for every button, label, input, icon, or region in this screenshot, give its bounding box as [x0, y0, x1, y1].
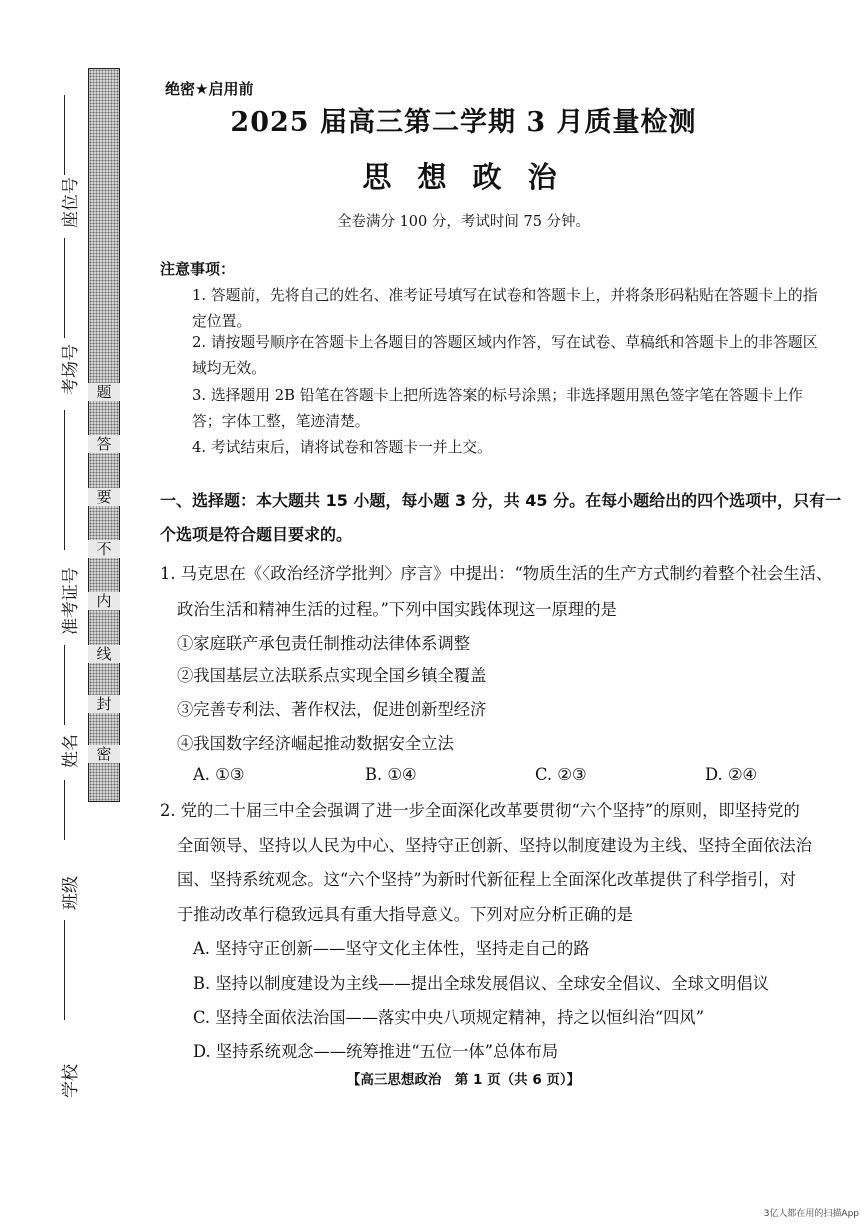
seal-char: 内 — [88, 592, 120, 610]
subject-title: 思 想 政 治 — [362, 160, 565, 194]
q1-stem: 1. 马克思在《〈政治经济学批判〉序言》中提出：“物质生活的生产方式制约着整个社会生活、 — [160, 564, 833, 583]
q2-stem-cont: 全面领导、坚持以人民为中心、坚持守正创新、坚持以制度建设为主线、坚持全面依法治 — [177, 836, 812, 855]
seat-number-label: 座位号 — [61, 177, 81, 228]
exam-room-label: 考场号 — [61, 344, 81, 395]
q1-option-b: B. ①④ — [365, 765, 417, 784]
seal-char: 线 — [88, 645, 120, 663]
q1-option-a: A. ①③ — [193, 765, 245, 784]
exam-title: 2025 届高三第二学期 3 月质量检测 — [230, 107, 697, 138]
note-item: 2. 请按题号顺序在答题卡上各题目的答题区域内作答，写在试卷、草稿纸和答题卡上的非答题区域均无效。 — [192, 334, 818, 377]
q1-item: ④我国数字经济崛起推动数据安全立法 — [177, 734, 454, 753]
q1-item: ②我国基层立法联系点实现全国乡镇全覆盖 — [177, 666, 487, 685]
seal-char: 要 — [88, 488, 120, 506]
q2-option-b: B. 坚持以制度建设为主线——提出全球发展倡议、全球安全倡议、全球文明倡议 — [193, 974, 769, 993]
q1-item: ③完善专利法、著作权法，促进创新型经济 — [177, 700, 487, 719]
class-label: 班级 — [61, 876, 81, 910]
section-heading: 一、选择题：本大题共 15 小题，每小题 3 分，共 45 分。在每小题给出的四个选项中，只有一 — [160, 491, 842, 510]
name-label: 姓名 — [61, 734, 81, 768]
seal-char: 答 — [88, 435, 120, 453]
scanner-watermark: 3亿人都在用的扫描App — [763, 1209, 859, 1219]
q2-stem-cont: 于推动改革行稳致远具有重大指导意义。下列对应分析正确的是 — [177, 905, 633, 924]
school-line — [64, 920, 65, 1020]
school-label: 学校 — [61, 1064, 81, 1098]
class-line — [64, 780, 65, 840]
note-item: 3. 选择题用 2B 铅笔在答题卡上把所选答案的标号涂黑；非选择题用黑色签字笔在答题卡上作答；字体工整，笔迹清楚。 — [192, 387, 803, 430]
name-line — [64, 645, 65, 725]
q2-stem-cont: 国、坚持系统观念。这“六个坚持”为新时代新征程上全面深化改革提供了科学指引，对 — [177, 870, 797, 889]
exam-room-line — [64, 238, 65, 338]
q1-item: ①家庭联产承包责任制推动法律体系调整 — [177, 634, 471, 653]
q2-option-d: D. 坚持系统观念——统筹推进“五位一体”总体布局 — [193, 1042, 559, 1061]
seal-char: 封 — [88, 695, 120, 713]
q2-option-c: C. 坚持全面依法治国——落实中央八项规定精神，持之以恒纠治“四风” — [193, 1008, 705, 1027]
ticket-line — [64, 410, 65, 550]
confidential-mark: 绝密★启用前 — [165, 80, 254, 98]
q1-option-d: D. ②④ — [705, 765, 758, 784]
note-item: 4. 考试结束后，请将试卷和答题卡一并上交。 — [192, 439, 492, 456]
notes-heading: 注意事项： — [160, 260, 236, 278]
seal-char: 密 — [88, 745, 120, 763]
seal-char: 不 — [88, 540, 120, 558]
q1-option-c: C. ②③ — [535, 765, 587, 784]
q1-stem-cont: 政治生活和精神生活的过程。”下列中国实践体现这一原理的是 — [177, 600, 617, 619]
note-item: 1. 答题前，先将自己的姓名、准考证号填写在试卷和答题卡上，并将条形码粘贴在答题卡上的指定位置。 — [192, 287, 818, 330]
page-footer: 【高三思想政治 第 1 页（共 6 页）】 — [346, 1072, 581, 1088]
section-heading-cont: 个选项是符合题目要求的。 — [160, 525, 353, 544]
q2-stem: 2. 党的二十届三中全会强调了进一步全面深化改革要贯彻“六个坚持”的原则，即坚持党的 — [160, 801, 800, 820]
full-score-note: 全卷满分 100 分，考试时间 75 分钟。 — [336, 214, 591, 230]
ticket-number-label: 准考证号 — [61, 567, 81, 635]
q2-option-a: A. 坚持守正创新——坚守文化主体性，坚持走自己的路 — [193, 939, 590, 958]
seal-char: 题 — [88, 383, 120, 401]
